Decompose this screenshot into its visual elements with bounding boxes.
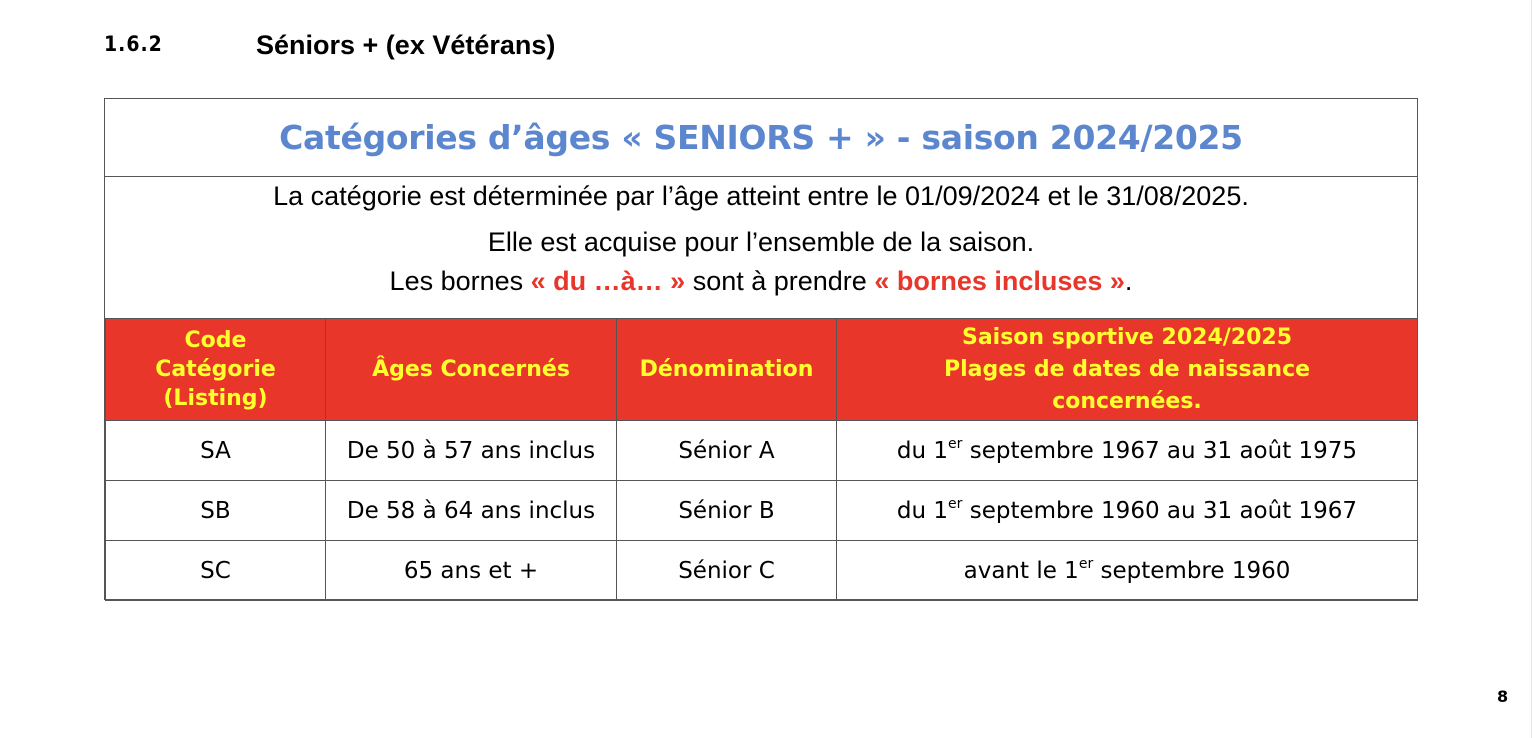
dates-text: du 1 [896, 497, 949, 524]
cell-code: SB [106, 481, 326, 541]
table-row [106, 541, 1418, 601]
ordinal-superscript: er [948, 495, 963, 512]
cell-dates [837, 481, 1418, 541]
cell-code: SC [106, 541, 326, 601]
section-title: Séniors + (ex Vétérans) [256, 30, 556, 60]
table-row [106, 481, 1418, 541]
dates-text: septembre 1960 [1093, 557, 1291, 584]
emphasis-inclusive: « bornes incluses » [874, 266, 1125, 296]
dates-text: avant le 1 [963, 557, 1079, 584]
dates-text: septembre 1960 au 31 août 1967 [962, 497, 1358, 524]
column-header-denomination: Dénomination [617, 319, 837, 421]
categories-table [105, 318, 1418, 601]
column-header-ages: Âges Concernés [326, 319, 617, 421]
cell-ages: De 58 à 64 ans inclus [326, 481, 617, 541]
table-row [106, 421, 1418, 481]
cell-ages: 65 ans et + [326, 541, 617, 601]
description-text: . [1124, 266, 1133, 296]
description-line-2: Elle est acquise pour l’ensemble de la saison. [487, 227, 1035, 257]
header-line: Catégorie [155, 357, 276, 382]
cell-denomination: Sénior B [617, 481, 837, 541]
cell-code: SA [106, 421, 326, 481]
table-header-row [106, 319, 1418, 421]
cell-dates [837, 541, 1418, 601]
cell-dates [837, 421, 1418, 481]
description-line-1: La catégorie est déterminée par l’âge atteint entre le 01/09/2024 et le 31/08/2025. [273, 181, 1249, 211]
column-header-season [837, 319, 1418, 421]
ordinal-superscript: er [948, 435, 963, 452]
table-title: Catégories d’âges « SENIORS + » - saison 2024/2025 [105, 99, 1417, 177]
cell-denomination: Sénior A [617, 421, 837, 481]
header-line: Code [184, 328, 247, 353]
dates-text: du 1 [896, 437, 949, 464]
ordinal-superscript: er [1078, 555, 1094, 572]
categories-table-frame [104, 98, 1418, 600]
header-line: Saison sportive 2024/2025 [961, 324, 1293, 350]
table-description [105, 177, 1417, 318]
column-header-code [106, 319, 326, 421]
header-line: (Listing) [163, 386, 268, 411]
cell-denomination: Sénior C [617, 541, 837, 601]
page-number: 8 [1497, 687, 1509, 706]
description-text: Les bornes [389, 266, 531, 296]
cell-ages: De 50 à 57 ans inclus [326, 421, 617, 481]
emphasis-range: « du …à… » [530, 266, 686, 296]
dates-text: septembre 1967 au 31 août 1975 [962, 437, 1358, 464]
description-line-3 [105, 266, 1417, 297]
header-line: Plages de dates de naissance [943, 356, 1311, 382]
description-text: sont à prendre [685, 266, 875, 296]
section-number: 1.6.2 [104, 32, 163, 56]
header-line: concernées. [1052, 388, 1202, 414]
